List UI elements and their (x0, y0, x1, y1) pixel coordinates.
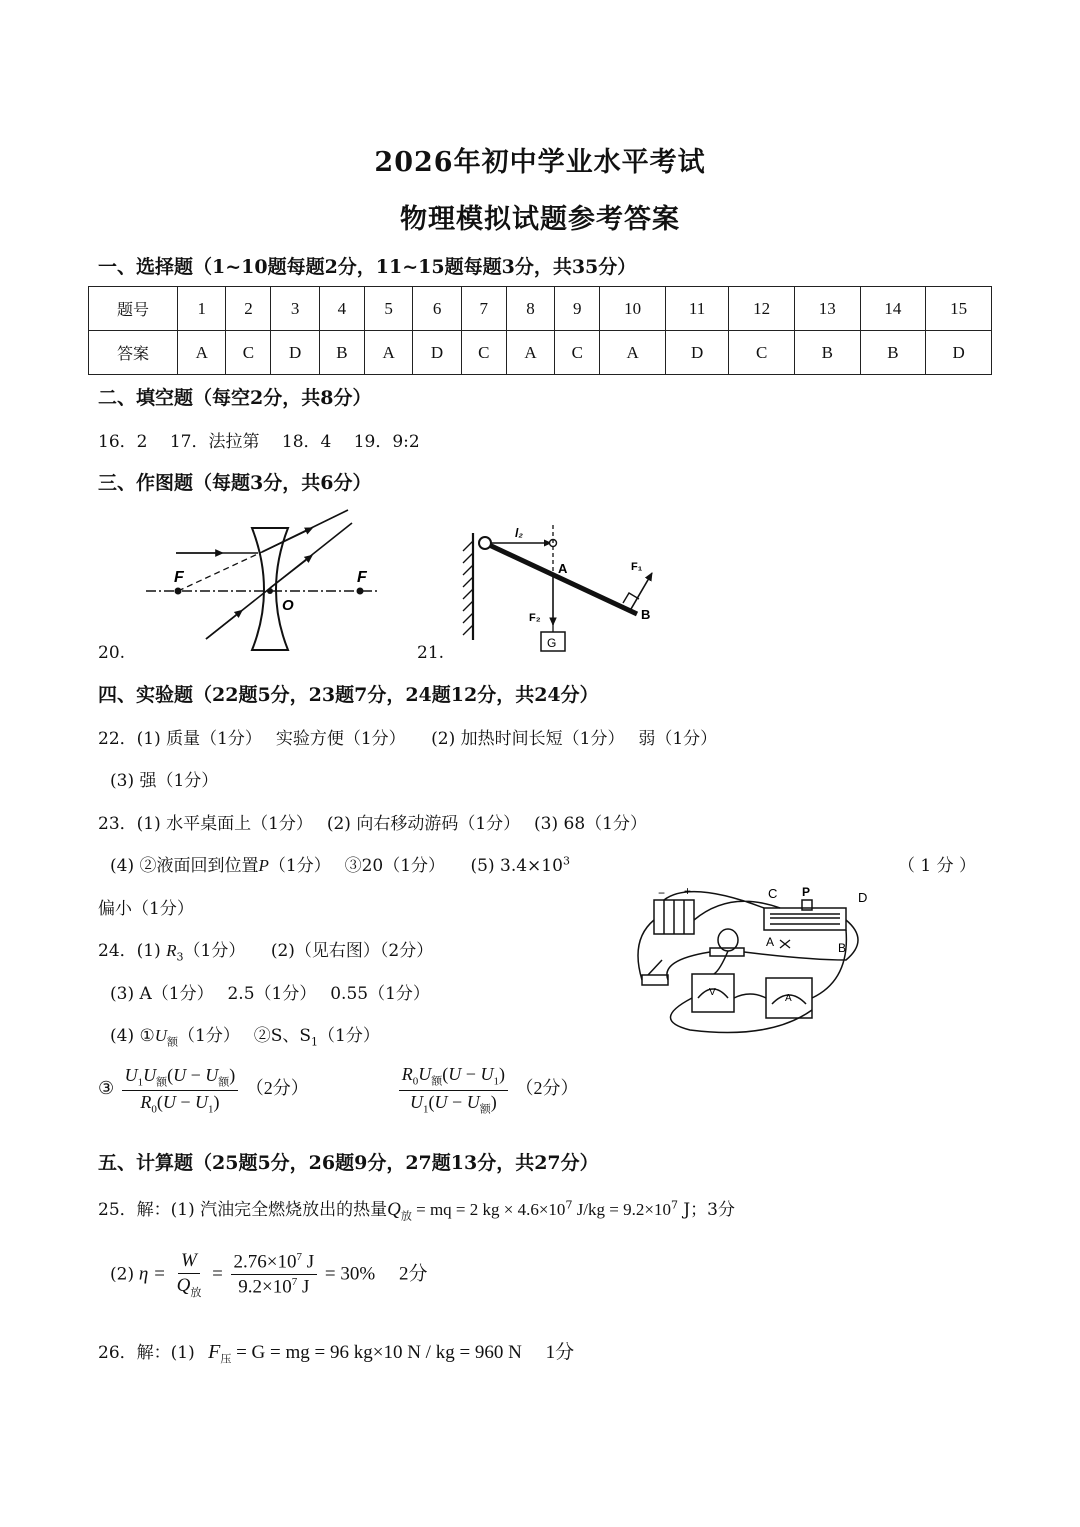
section-experiment-heading: 四、实验题（22题5分，23题7分，24题12分，共24分） (98, 684, 599, 706)
q23-line2 (110, 851, 570, 876)
q26-F-sub: 压 (220, 1352, 232, 1366)
answer-cell: C (461, 331, 506, 375)
fraction-values-denominator: $9.2\times 10^7$ J (238, 1276, 310, 1298)
switch (642, 975, 668, 985)
q24-text-c: (4) ① (110, 1026, 155, 1046)
fraction-1-denominator: $R_0(U - U_1)$ (140, 1092, 220, 1116)
fraction-1-numerator: $U_1U_额(U - U_额)$ (122, 1065, 239, 1092)
q24-R: R (166, 941, 177, 960)
q25-line1 (98, 1195, 735, 1223)
q23-text-a: (4) ②液面回到位置 (110, 856, 259, 876)
question-number-cell: 9 (555, 287, 600, 331)
q26-F: F (208, 1341, 221, 1363)
answer-cell: D (271, 331, 319, 375)
section-drawing-heading: 三、作图题（每题3分，共6分） (98, 472, 372, 494)
answer-cell: D (926, 331, 992, 375)
fraction-values-numerator: $2.76\times 10^7$ J (231, 1251, 318, 1275)
q25-Q: Q (387, 1199, 401, 1220)
q23-score-tail: （ 1 分 ） (898, 856, 977, 876)
label-O: O (282, 597, 294, 614)
fraction-efficiency-denominator: $Q_放$ (176, 1275, 202, 1299)
fraction-2 (399, 1064, 508, 1116)
table-header-cell: 题号 (89, 287, 178, 331)
q25-expr2: J/kg = 9.2×10 (572, 1200, 671, 1219)
label-circuit-A: A (766, 935, 775, 949)
focus-right-point (357, 588, 364, 595)
table-row (89, 287, 992, 331)
fraction-efficiency (174, 1250, 205, 1300)
force-F1 (631, 573, 652, 609)
page-subtitle: 物理模拟试题参考答案 (400, 204, 680, 235)
wires (638, 892, 858, 1033)
answer-cell: B (860, 331, 926, 375)
label-C: C (768, 886, 778, 901)
question-number-cell: 14 (860, 287, 926, 331)
q26-prefix: 26．解：(1) (98, 1343, 195, 1363)
question-number-cell: 2 (226, 287, 271, 331)
answer-cell: D (413, 331, 461, 375)
fraction-1 (122, 1065, 239, 1116)
answer-cell: B (794, 331, 860, 375)
question-number-cell: 3 (271, 287, 319, 331)
label-ammeter: A (785, 993, 792, 1004)
question-number-cell: 6 (413, 287, 461, 331)
question-number-cell: 1 (178, 287, 226, 331)
q24-R-sub: 3 (176, 950, 184, 964)
q26-line1 (98, 1337, 574, 1366)
question-number-cell: 5 (364, 287, 412, 331)
fraction-values (231, 1251, 318, 1299)
answer-cell: C (729, 331, 795, 375)
q23-P: P (258, 856, 269, 875)
q25-expr: = mq = 2 kg × 4.6×10 (411, 1200, 566, 1219)
concave-lens-diagram (140, 500, 390, 660)
answer-cell: A (600, 331, 666, 375)
q20-label: 20. (98, 643, 126, 663)
question-number-cell: 15 (926, 287, 992, 331)
lever-diagram (455, 515, 670, 660)
q24-text-e: （1分） (318, 1026, 380, 1046)
section-calc-heading: 五、计算题（25题5分，26题9分，27题13分，共27分） (98, 1152, 599, 1174)
q24-circled3: ③ (98, 1078, 115, 1099)
q24-text-d: （1分） ②S、S (178, 1026, 312, 1046)
label-P: P (802, 885, 811, 899)
answer-cell: C (226, 331, 271, 375)
label-B: B (641, 607, 651, 622)
q22-line1: 22．(1) 质量（1分） 实验方便（1分） (2) 加热时间长短（1分） 弱（1分） (98, 729, 718, 749)
q24-formula-row (98, 1064, 578, 1116)
label-G: G (547, 636, 557, 650)
label-circuit-B: B (838, 941, 847, 955)
optical-center-point (267, 588, 273, 594)
label-circuit-minus: − (658, 886, 666, 900)
label-F-left: F (174, 569, 184, 586)
q24-line2: (3) A（1分） 2.5（1分） 0.55（1分） (110, 984, 430, 1004)
lever-arm (485, 543, 637, 614)
fulcrum (479, 537, 491, 549)
q24-U-sub: 额 (167, 1035, 179, 1049)
q23-line3: 偏小（1分） (98, 899, 194, 919)
q25b-result: = 30% 2分 (324, 1263, 428, 1285)
q23-line1: 23．(1) 水平桌面上（1分） (2) 向右移动游码（1分） (3) 68（1分） (98, 814, 647, 834)
answer-cell: C (555, 331, 600, 375)
q24-score-2: （2分） (515, 1078, 579, 1099)
q24-U: U (154, 1026, 168, 1045)
section-fill-heading: 二、填空题（每空2分，共8分） (98, 387, 372, 409)
q25-line2: (2) η = $\frac{W}{Q_放}$ = $\frac{2.76\times 10^7 J}{9.2\times 10^7 J}$ = 30% 2分 (110, 1250, 428, 1299)
q24-text-b: （1分） (2)（见右图）（2分） (183, 941, 434, 961)
question-number-cell: 8 (506, 287, 554, 331)
table-row (89, 331, 992, 375)
q22-line2: (3) 强（1分） (110, 771, 219, 791)
q23-text-b: （1分） ③20（1分） (5) 3.4×10 (268, 856, 563, 876)
question-number-cell: 13 (794, 287, 860, 331)
label-circuit-plus: + (684, 884, 692, 898)
q24-line3 (110, 1021, 380, 1049)
label-A: A (558, 561, 568, 576)
question-number-cell: 10 (600, 287, 666, 331)
q25b-prefix: (2) (110, 1264, 135, 1285)
focus-left-point (175, 588, 182, 595)
fill-blank-answers: 16．2 17．法拉第 18．4 19．9:2 (98, 432, 420, 452)
q25b-eta: η = (138, 1263, 166, 1285)
label-F-right: F (357, 569, 367, 586)
question-number-cell: 4 (319, 287, 364, 331)
answer-cell: D (665, 331, 728, 375)
section-choice-heading: 一、选择题（1~10题每题2分，11~15题每题3分，共35分） (98, 256, 637, 278)
label-F1: F₁ (631, 561, 643, 573)
fraction-2-denominator: $U_1(U - U_额)$ (410, 1091, 497, 1116)
page-title: 2026年初中学业水平考试 (374, 147, 706, 178)
label-D: D (858, 890, 868, 905)
table-header-cell: 答案 (89, 331, 178, 375)
q23-exp: 3 (562, 854, 570, 868)
fraction-efficiency-numerator: W (178, 1250, 200, 1274)
label-voltmeter: V (709, 987, 716, 998)
answer-cell: A (364, 331, 412, 375)
q25-exp1: 7 (565, 1198, 573, 1212)
q24-line1 (98, 936, 433, 963)
question-number-cell: 11 (665, 287, 728, 331)
q21-label: 21. (417, 643, 445, 663)
extension-dashed (178, 552, 262, 591)
q25-Q-sub: 放 (400, 1209, 412, 1223)
answer-cell: A (506, 331, 554, 375)
q24-score-1: （2分） (245, 1078, 309, 1099)
answer-cell: A (178, 331, 226, 375)
label-l2: l₂ (515, 526, 523, 540)
question-number-cell: 12 (729, 287, 795, 331)
q24-S1-sub: 1 (311, 1035, 319, 1049)
fraction-2-numerator: $R_0U_额(U - U_1)$ (399, 1064, 508, 1091)
q26-expr: = G = mg = 96 kg×10 N / kg = 960 N 1分 (231, 1342, 575, 1363)
question-number-cell: 7 (461, 287, 506, 331)
circuit-diagram (630, 880, 880, 1040)
q25-prefix: 25．解：(1) 汽油完全燃烧放出的热量 (98, 1200, 388, 1220)
label-F2: F₂ (529, 612, 541, 624)
rheostat (764, 908, 846, 930)
q24-text-a: 24．(1) (98, 941, 161, 961)
q25-expr3: J；3分 (677, 1200, 735, 1220)
answer-cell: B (319, 331, 364, 375)
q25-exp2: 7 (670, 1198, 678, 1212)
choice-answer-table (88, 286, 992, 375)
